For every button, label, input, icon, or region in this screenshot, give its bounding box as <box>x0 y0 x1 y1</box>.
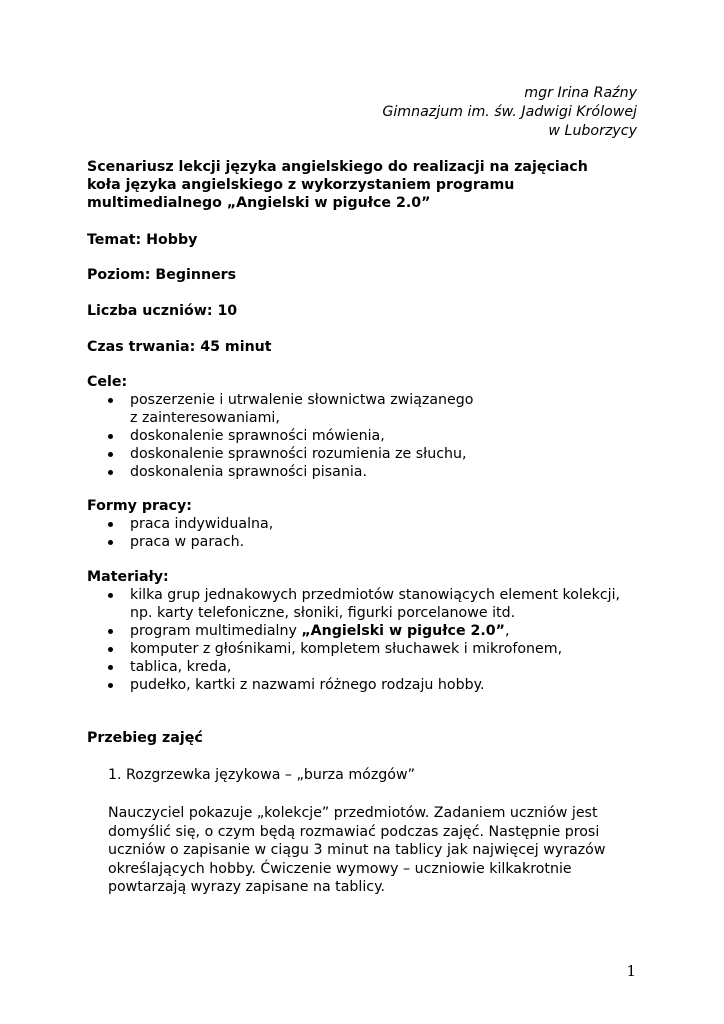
bullet-icon <box>108 665 113 670</box>
materials-heading: Materiały: <box>87 569 169 585</box>
work-forms-heading: Formy pracy: <box>87 498 192 514</box>
list-item-text: praca indywidualna, <box>130 516 274 532</box>
list-item <box>87 427 647 445</box>
paragraph-line: powtarzają wyrazy zapisane na tablicy. <box>108 879 385 895</box>
page-number: 1 <box>626 962 636 980</box>
topic-heading: Temat: Hobby <box>87 232 198 248</box>
paragraph-line: Nauczyciel pokazuje „kolekcje” przedmiotów. Zadaniem uczniów jest <box>108 805 598 821</box>
step-1-paragraph <box>108 804 638 897</box>
title-line: multimedialnego „Angielski w pigułce 2.0” <box>87 195 431 211</box>
materials-section <box>87 568 667 694</box>
list-item-text: pudełko, kartki z nazwami różnego rodzaju hobby. <box>130 677 485 693</box>
list-item <box>87 676 667 694</box>
list-item <box>87 533 647 551</box>
step-1-heading: 1. Rozgrzewka językowa – „burza mózgów” <box>108 767 415 783</box>
list-item-text: tablica, kreda, <box>130 659 232 675</box>
list-item-text: poszerzenie i utrwalenie słownictwa związanego <box>130 392 474 408</box>
bullet-icon <box>108 683 113 688</box>
list-item-text: praca w parach. <box>130 534 245 550</box>
list-item <box>87 445 647 463</box>
bullet-icon <box>108 452 113 457</box>
list-item <box>87 391 647 409</box>
list-item-text: np. karty telefoniczne, słoniki, figurki porcelanowe itd. <box>130 605 516 621</box>
list-item-text: , <box>504 623 510 639</box>
paragraph-line: uczniów o zapisanie w ciągu 3 minut na tablicy jak najwięcej wyrazów <box>108 842 606 858</box>
bullet-icon <box>108 470 113 475</box>
list-item <box>87 658 667 676</box>
students-count-heading: Liczba uczniów: 10 <box>87 303 238 319</box>
list-item-text: doskonalenie sprawności mówienia, <box>130 428 385 444</box>
list-item-continuation <box>87 604 667 622</box>
list-item <box>87 640 667 658</box>
list-item <box>87 515 647 533</box>
goals-heading: Cele: <box>87 374 128 390</box>
bullet-icon <box>108 593 113 598</box>
title-line: koła języka angielskiego z wykorzystaniem programu <box>87 177 515 193</box>
bullet-icon <box>108 434 113 439</box>
duration-heading: Czas trwania: 45 minut <box>87 339 272 355</box>
goals-section <box>87 373 647 481</box>
list-item <box>87 622 667 640</box>
program-name: „Angielski w pigułce 2.0” <box>301 623 505 639</box>
lesson-procedure-heading: Przebieg zajęć <box>87 730 203 746</box>
author-school: Gimnazjum im. św. Jadwigi Królowej <box>382 104 637 120</box>
bullet-icon <box>108 629 113 634</box>
list-item-text: doskonalenie sprawności rozumienia ze słuchu, <box>130 446 467 462</box>
work-forms-section <box>87 497 647 551</box>
paragraph-line: określających hobby. Ćwiczenie wymowy – uczniowie kilkakrotnie <box>108 860 572 877</box>
list-item-text: z zainteresowaniami, <box>130 410 280 426</box>
author-name: mgr Irina Raźny <box>524 85 637 101</box>
document-title <box>87 158 588 212</box>
paragraph-line: domyślić się, o czym będą rozmawiać podczas zajęć. Następnie prosi <box>108 823 600 840</box>
list-item-continuation <box>87 409 647 427</box>
list-item <box>87 586 667 604</box>
bullet-icon <box>108 398 113 403</box>
author-town: w Luborzycy <box>548 123 637 139</box>
bullet-icon <box>108 647 113 652</box>
author-block <box>382 84 637 141</box>
level-heading: Poziom: Beginners <box>87 267 237 283</box>
bullet-icon <box>108 522 113 527</box>
list-item <box>87 463 647 481</box>
list-item-text: komputer z głośnikami, kompletem słuchawek i mikrofonem, <box>130 641 563 657</box>
list-item-text: kilka grup jednakowych przedmiotów stanowiących element kolekcji, <box>130 587 621 603</box>
title-line: Scenariusz lekcji języka angielskiego do realizacji na zajęciach <box>87 159 588 175</box>
bullet-icon <box>108 540 113 545</box>
list-item-text: program multimedialny <box>130 623 302 639</box>
list-item-text: doskonalenia sprawności pisania. <box>130 464 367 480</box>
